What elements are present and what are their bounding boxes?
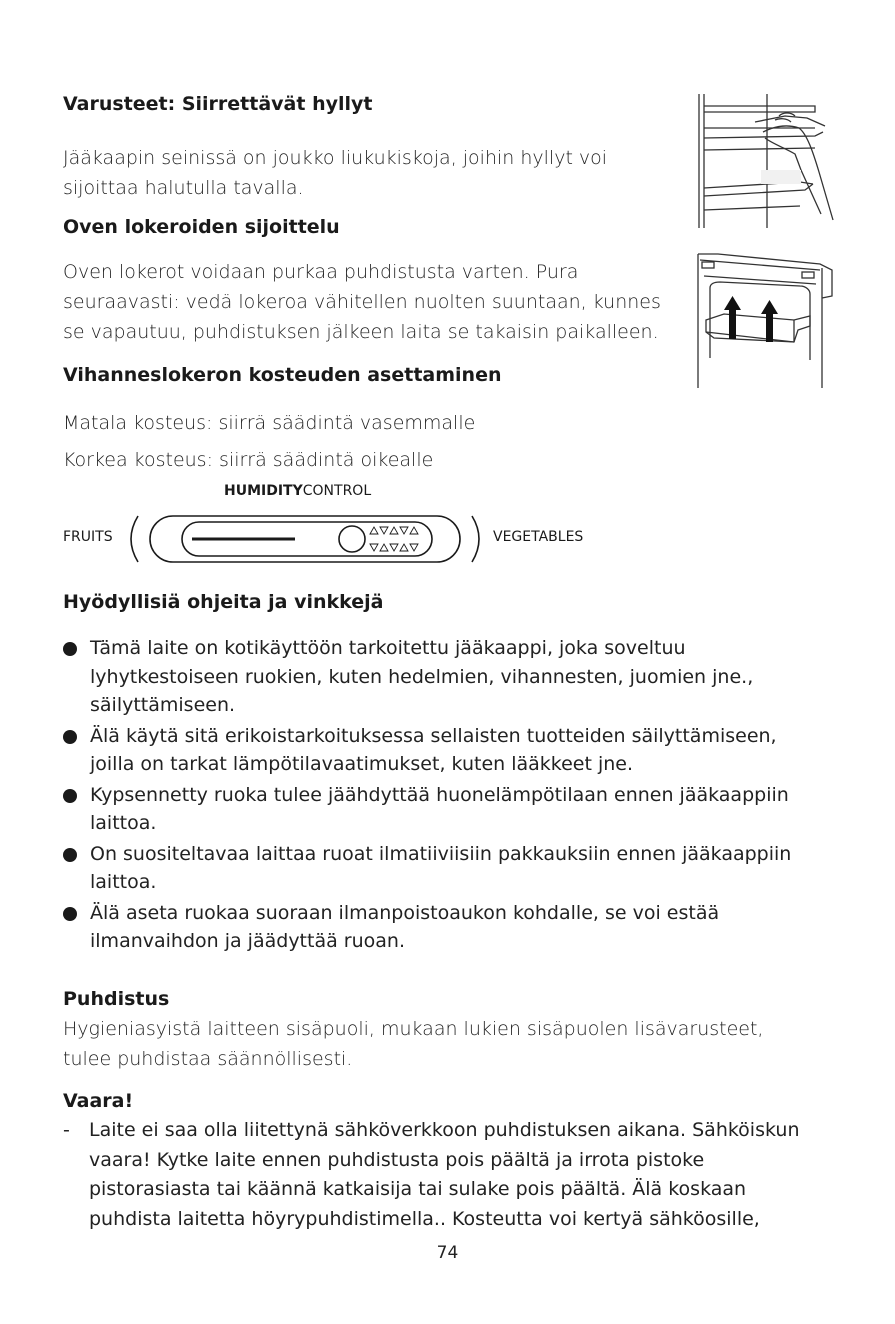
- text-line: Korkea kosteus: siirrä säädintä oikealle: [63, 449, 434, 471]
- paragraph-cleaning: [63, 1014, 763, 1074]
- text-line: sijoittaa halutulla tavalla.: [63, 177, 304, 199]
- text-high-humidity: [63, 445, 433, 475]
- list-item: [63, 634, 843, 720]
- text-line: Hygieniasyistä laitteen sisäpuoli, mukaan lukien sisäpuolen lisävarusteet,: [63, 1018, 764, 1040]
- door-bin-illustration: [690, 248, 835, 390]
- bullet-icon: [63, 642, 77, 656]
- text-line: Matala kosteus: siirrä säädintä vasemmalle: [63, 412, 476, 434]
- text-line: vaara! Kytke laite ennen puhdistusta pois päältä ja irrota pistoke: [89, 1148, 705, 1171]
- text-line: se vapautuu, puhdistuksen jälkeen laita se takaisin paikalleen.: [63, 321, 659, 343]
- heading-humidity: Vihanneslokeron kosteuden asettaminen: [63, 364, 502, 386]
- vegetables-label: VEGETABLES: [493, 529, 584, 545]
- tips-list: [63, 634, 843, 958]
- heading-door-compartments: Oven lokeroiden sijoittelu: [63, 216, 340, 238]
- text-line: laittoa.: [90, 871, 157, 893]
- text-line: Älä aseta ruokaa suoraan ilmanpoistoaukon kohdalle, se voi estää: [90, 901, 720, 924]
- list-item: [63, 722, 843, 779]
- text-low-humidity: [63, 408, 475, 438]
- humidity-control-bold: HUMIDITY: [224, 483, 303, 499]
- text-line: ilmanvaihdon ja jäädyttää ruoan.: [90, 930, 405, 952]
- bullet-icon: [63, 730, 77, 744]
- humidity-slider[interactable]: [120, 510, 490, 568]
- humidity-control-rest: CONTROL: [302, 483, 372, 499]
- heading-tips: Hyödyllisiä ohjeita ja vinkkejä: [63, 591, 384, 613]
- text-line: joilla on tarkat lämpötilavaatimukset, kuten lääkkeet jne.: [90, 753, 634, 775]
- bullet-icon: [63, 789, 77, 803]
- heading-danger: Vaara!: [63, 1090, 134, 1112]
- text-line: tulee puhdistaa säännöllisesti.: [63, 1048, 353, 1070]
- text-line: säilyttämiseen.: [90, 694, 236, 716]
- text-line: On suositeltavaa laittaa ruoat ilmatiiviisiin pakkauksiin ennen jääkaappiin: [90, 842, 792, 865]
- text-line: lyhytkestoiseen ruokien, kuten hedelmien, vihannesten, juomien jne.,: [90, 665, 754, 688]
- heading-cleaning: Puhdistus: [63, 988, 170, 1010]
- text-line: seuraavasti: vedä lokeroa vähitellen nuolten suuntaan, kunnes: [63, 291, 661, 313]
- text-line: Kypsennetty ruoka tulee jäähdyttää huonelämpötilaan ennen jääkaappiin: [90, 783, 789, 806]
- heading-shelves: Varusteet: Siirrettävät hyllyt: [63, 93, 373, 115]
- list-item: [63, 840, 843, 897]
- list-item: [63, 781, 843, 838]
- text-line: puhdista laitetta höyrypuhdistimella.. Kosteutta voi kertyä sähköosille,: [89, 1207, 760, 1230]
- bullet-icon: [63, 848, 77, 862]
- humidity-control-title: [224, 483, 371, 499]
- text-line: Oven lokerot voidaan purkaa puhdistusta varten. Pura: [63, 261, 579, 283]
- text-line: Laite ei saa olla liitettynä sähköverkkoon puhdistuksen aikana. Sähköiskun: [89, 1119, 800, 1141]
- page-number: 74: [436, 1243, 459, 1263]
- text-line: Tämä laite on kotikäyttöön tarkoitettu jääkaappi, joka soveltuu: [90, 637, 686, 659]
- text-line: pistorasiasta tai käännä katkaisija tai sulake pois päältä. Älä koskaan: [89, 1178, 747, 1200]
- text-line: Jääkaapin seinissä on joukko liukukiskoja, joihin hyllyt voi: [63, 147, 608, 169]
- shelf-illustration: [695, 92, 835, 230]
- text-line: Älä käytä sitä erikoistarkoituksessa sellaisten tuotteiden säilyttämiseen,: [90, 724, 777, 747]
- text-line: laittoa.: [90, 812, 157, 834]
- danger-item: [63, 1116, 843, 1234]
- list-item: [63, 899, 843, 956]
- fruits-label: FRUITS: [63, 529, 113, 545]
- bullet-icon: [63, 907, 77, 921]
- dash-marker: -: [63, 1119, 70, 1141]
- paragraph-door: [63, 257, 661, 347]
- paragraph-shelves: [63, 143, 607, 203]
